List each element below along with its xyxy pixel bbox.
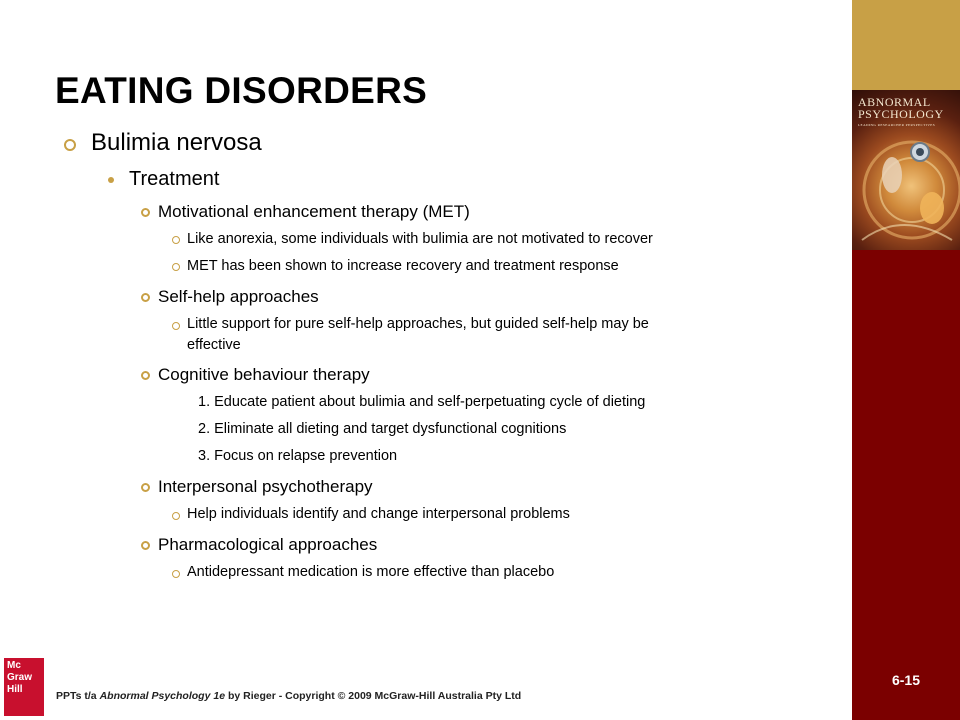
sidebar-top-band bbox=[852, 0, 960, 90]
ring-bullet-icon bbox=[141, 208, 150, 217]
numbered-step: 3. Focus on relapse prevention bbox=[198, 448, 398, 464]
numbered-step: 1. Educate patient about bulimia and self-perpetuating cycle of dieting bbox=[198, 394, 646, 410]
ring-bullet-icon bbox=[172, 263, 180, 271]
logo-line1: Mc bbox=[7, 660, 21, 671]
section-label: Interpersonal psychotherapy bbox=[158, 477, 373, 496]
book-cover-image bbox=[852, 90, 960, 250]
mcgraw-hill-logo bbox=[4, 658, 44, 716]
section-label: Motivational enhancement therapy (MET) bbox=[158, 202, 470, 221]
book-title-line2: PSYCHOLOGY bbox=[858, 107, 944, 121]
section-point: Little support for pure self-help approaches, but guided self-help may be bbox=[187, 316, 649, 332]
section-point: Like anorexia, some individuals with bulimia are not motivated to recover bbox=[187, 231, 653, 247]
ring-bullet-icon bbox=[172, 322, 180, 330]
slide-title: EATING DISORDERS bbox=[55, 70, 428, 111]
ring-bullet-icon bbox=[141, 371, 150, 380]
section-point: Antidepressant medication is more effective than placebo bbox=[187, 564, 555, 580]
ring-bullet-icon bbox=[64, 139, 76, 151]
footer-copyright bbox=[56, 690, 521, 702]
ring-bullet-icon bbox=[172, 512, 180, 520]
book-title-line1: ABNORMAL bbox=[858, 95, 931, 109]
subheading-treatment: Treatment bbox=[129, 168, 220, 190]
ring-bullet-icon bbox=[141, 541, 150, 550]
slide-number: 6-15 bbox=[891, 672, 921, 688]
footer-prefix: PPTs t/a bbox=[56, 690, 100, 702]
ring-bullet-icon bbox=[172, 236, 180, 244]
numbered-step: 2. Eliminate all dieting and target dysfunctional cognitions bbox=[198, 421, 567, 437]
ring-bullet-icon bbox=[172, 570, 180, 578]
section-label: Pharmacological approaches bbox=[158, 535, 378, 554]
section-label: Cognitive behaviour therapy bbox=[158, 365, 370, 384]
section-point: Help individuals identify and change interpersonal problems bbox=[187, 506, 570, 522]
footer-book-name: Abnormal Psychology 1e bbox=[99, 690, 226, 702]
dot-bullet-icon bbox=[108, 177, 114, 183]
section-point-continuation: effective bbox=[187, 337, 241, 353]
section-label: Self-help approaches bbox=[158, 287, 319, 306]
footer-suffix: by Rieger - Copyright © 2009 McGraw-Hill Australia Pty Ltd bbox=[225, 690, 522, 702]
book-title bbox=[858, 96, 958, 120]
ring-bullet-icon bbox=[141, 483, 150, 492]
ring-bullet-icon bbox=[141, 293, 150, 302]
book-subtitle: LEADING RESEARCHER PERSPECTIVES bbox=[858, 123, 936, 127]
heading-bulimia: Bulimia nervosa bbox=[91, 129, 262, 156]
section-point: MET has been shown to increase recovery and treatment response bbox=[187, 258, 619, 274]
logo-line3: Hill bbox=[7, 684, 23, 695]
logo-line2: Graw bbox=[7, 672, 33, 683]
